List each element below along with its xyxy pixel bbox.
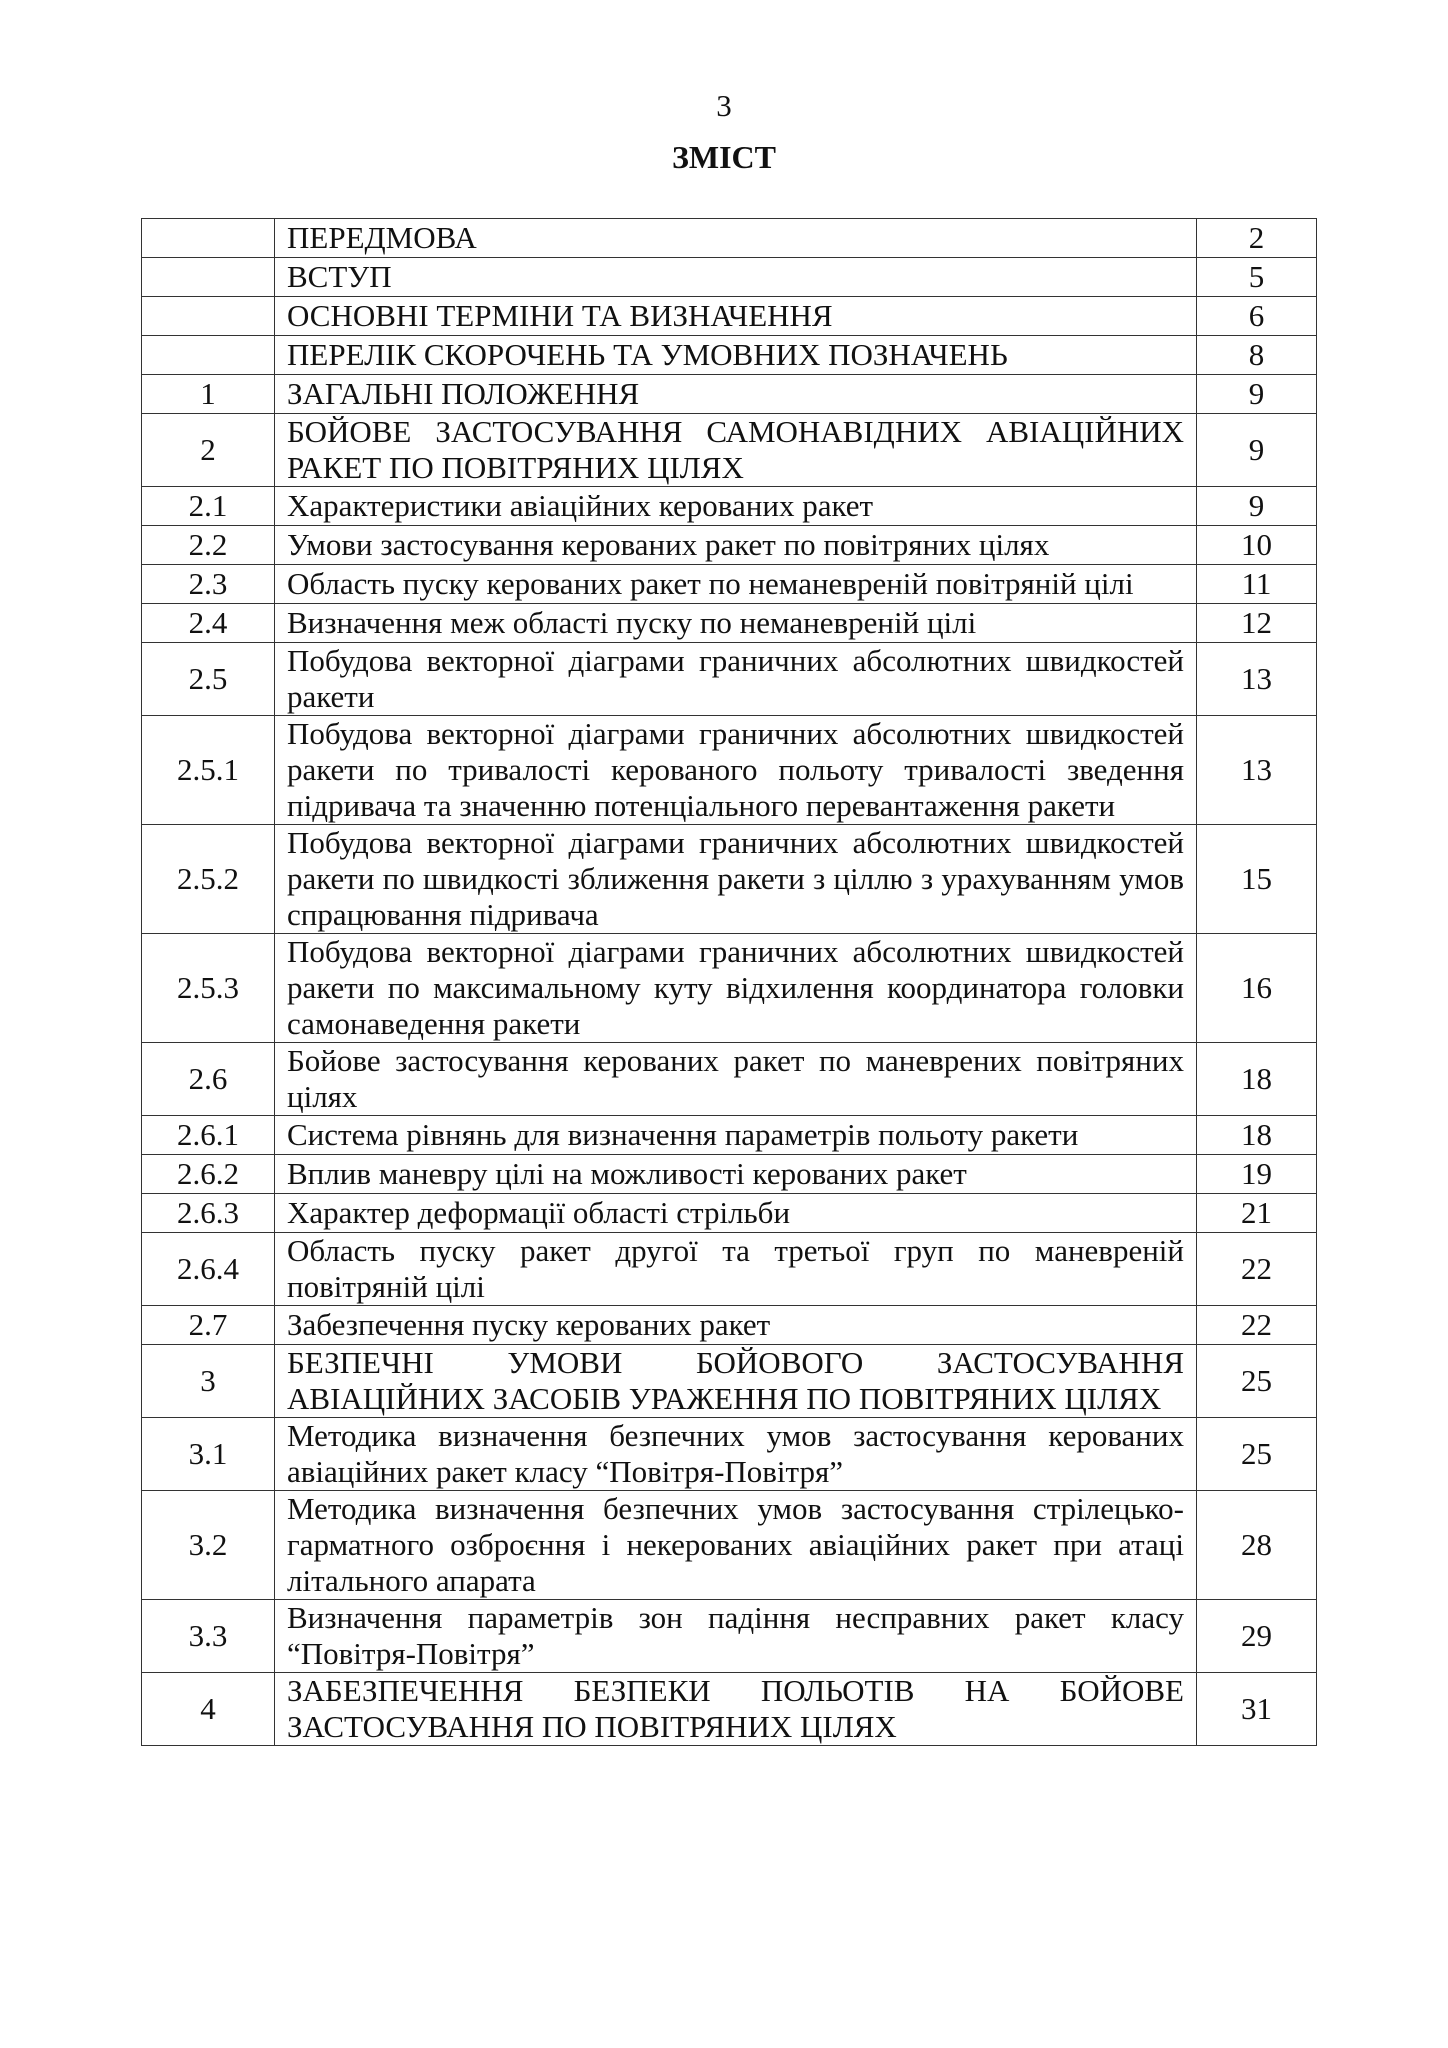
toc-page-number: 25 bbox=[1197, 1345, 1317, 1418]
page-number: 3 bbox=[716, 88, 732, 123]
toc-section-number: 3.1 bbox=[142, 1418, 275, 1491]
table-row bbox=[142, 1043, 1317, 1116]
table-row bbox=[142, 1155, 1317, 1194]
toc-section-title: ВСТУП bbox=[275, 258, 1197, 297]
toc-section-number: 2.6.2 bbox=[142, 1155, 275, 1194]
table-row bbox=[142, 934, 1317, 1043]
table-row bbox=[142, 487, 1317, 526]
toc-section-title: Характеристики авіаційних керованих ракет bbox=[275, 487, 1197, 526]
toc-section-title: Умови застосування керованих ракет по повітряних цілях bbox=[275, 526, 1197, 565]
table-row bbox=[142, 1673, 1317, 1746]
table-row bbox=[142, 414, 1317, 487]
toc-section-number: 2.1 bbox=[142, 487, 275, 526]
table-row bbox=[142, 716, 1317, 825]
toc-section-title: ОСНОВНІ ТЕРМІНИ ТА ВИЗНАЧЕННЯ bbox=[275, 297, 1197, 336]
toc-section-title: Бойове застосування керованих ракет по маневрених повітряних цілях bbox=[275, 1043, 1197, 1116]
toc-section-title: Побудова векторної діаграми граничних абсолютних швидкостей ракети по тривалості керованого польоту тривалості зведення підривача та значенню потенціального перевантаження ракети bbox=[275, 716, 1197, 825]
toc-page-number: 21 bbox=[1197, 1194, 1317, 1233]
toc-page-number: 9 bbox=[1197, 414, 1317, 487]
table-row bbox=[142, 1194, 1317, 1233]
table-row bbox=[142, 219, 1317, 258]
toc-section-number: 2.5.3 bbox=[142, 934, 275, 1043]
table-row bbox=[142, 604, 1317, 643]
toc-page-number: 9 bbox=[1197, 375, 1317, 414]
toc-page-number: 9 bbox=[1197, 487, 1317, 526]
toc-section-number: 2.5 bbox=[142, 643, 275, 716]
table-row bbox=[142, 375, 1317, 414]
toc-page-number: 8 bbox=[1197, 336, 1317, 375]
table-row bbox=[142, 1491, 1317, 1600]
table-row bbox=[142, 825, 1317, 934]
toc-section-number: 2.5.2 bbox=[142, 825, 275, 934]
toc-section-title: Визначення меж області пуску по неманевреній цілі bbox=[275, 604, 1197, 643]
toc-section-number: 2.6.4 bbox=[142, 1233, 275, 1306]
toc-page-number: 19 bbox=[1197, 1155, 1317, 1194]
toc-section-title: БОЙОВЕ ЗАСТОСУВАННЯ САМОНАВІДНИХ АВІАЦІЙНИХ РАКЕТ ПО ПОВІТРЯНИХ ЦІЛЯХ bbox=[275, 414, 1197, 487]
toc-page-number: 25 bbox=[1197, 1418, 1317, 1491]
toc-section-title: ЗАГАЛЬНІ ПОЛОЖЕННЯ bbox=[275, 375, 1197, 414]
toc-page-number: 28 bbox=[1197, 1491, 1317, 1600]
toc-page-number: 18 bbox=[1197, 1116, 1317, 1155]
table-row bbox=[142, 1418, 1317, 1491]
toc-section-title: Побудова векторної діаграми граничних абсолютних швидкостей ракети bbox=[275, 643, 1197, 716]
toc-section-title: Система рівнянь для визначення параметрів польоту ракети bbox=[275, 1116, 1197, 1155]
toc-section-number bbox=[142, 297, 275, 336]
toc-section-number: 2.6 bbox=[142, 1043, 275, 1116]
table-row bbox=[142, 1600, 1317, 1673]
toc-section-number: 2.7 bbox=[142, 1306, 275, 1345]
toc-section-title: Область пуску ракет другої та третьої груп по маневреній повітряній цілі bbox=[275, 1233, 1197, 1306]
toc-section-title: Забезпечення пуску керованих ракет bbox=[275, 1306, 1197, 1345]
toc-page-number: 13 bbox=[1197, 716, 1317, 825]
toc-section-number: 2.6.3 bbox=[142, 1194, 275, 1233]
table-row bbox=[142, 258, 1317, 297]
table-row bbox=[142, 297, 1317, 336]
toc-page-number: 6 bbox=[1197, 297, 1317, 336]
toc-section-number bbox=[142, 219, 275, 258]
toc-section-number bbox=[142, 258, 275, 297]
toc-section-number: 2.5.1 bbox=[142, 716, 275, 825]
toc-page-number: 31 bbox=[1197, 1673, 1317, 1746]
toc-page-number: 13 bbox=[1197, 643, 1317, 716]
table-row bbox=[142, 526, 1317, 565]
toc-section-title: ЗАБЕЗПЕЧЕННЯ БЕЗПЕКИ ПОЛЬОТІВ НА БОЙОВЕ ЗАСТОСУВАННЯ ПО ПОВІТРЯНИХ ЦІЛЯХ bbox=[275, 1673, 1197, 1746]
toc-page-number: 12 bbox=[1197, 604, 1317, 643]
toc-section-number: 4 bbox=[142, 1673, 275, 1746]
toc-page-number: 18 bbox=[1197, 1043, 1317, 1116]
toc-section-title: Визначення параметрів зон падіння несправних ракет класу “Повітря-Повітря” bbox=[275, 1600, 1197, 1673]
toc-section-title: ПЕРЕДМОВА bbox=[275, 219, 1197, 258]
table-row bbox=[142, 1116, 1317, 1155]
table-of-contents bbox=[141, 218, 1317, 1746]
table-row bbox=[142, 1306, 1317, 1345]
toc-section-title: Область пуску керованих ракет по неманевреній повітряній цілі bbox=[275, 565, 1197, 604]
toc-section-number: 1 bbox=[142, 375, 275, 414]
toc-section-title: Побудова векторної діаграми граничних абсолютних швидкостей ракети по швидкості зближення ракети з ціллю з урахуванням умов спрацювання підривача bbox=[275, 825, 1197, 934]
table-row bbox=[142, 1233, 1317, 1306]
toc-page-number: 15 bbox=[1197, 825, 1317, 934]
toc-page-number: 2 bbox=[1197, 219, 1317, 258]
toc-section-title: Характер деформації області стрільби bbox=[275, 1194, 1197, 1233]
toc-section-number: 3.3 bbox=[142, 1600, 275, 1673]
toc-section-number: 2 bbox=[142, 414, 275, 487]
toc-section-number: 3.2 bbox=[142, 1491, 275, 1600]
table-row bbox=[142, 336, 1317, 375]
toc-section-number: 2.2 bbox=[142, 526, 275, 565]
table-row bbox=[142, 643, 1317, 716]
toc-section-number: 2.3 bbox=[142, 565, 275, 604]
toc-page-number: 22 bbox=[1197, 1306, 1317, 1345]
table-row bbox=[142, 1345, 1317, 1418]
toc-section-title: Вплив маневру цілі на можливості керованих ракет bbox=[275, 1155, 1197, 1194]
toc-page-number: 16 bbox=[1197, 934, 1317, 1043]
toc-body bbox=[142, 219, 1317, 1746]
toc-section-number: 3 bbox=[142, 1345, 275, 1418]
toc-page-number: 5 bbox=[1197, 258, 1317, 297]
toc-section-number bbox=[142, 336, 275, 375]
toc-section-title: Побудова векторної діаграми граничних абсолютних швидкостей ракети по максимальному куту відхилення координатора головки самонаведення ракети bbox=[275, 934, 1197, 1043]
page-title: ЗМІСТ bbox=[672, 139, 776, 175]
toc-section-title: ПЕРЕЛІК СКОРОЧЕНЬ ТА УМОВНИХ ПОЗНАЧЕНЬ bbox=[275, 336, 1197, 375]
toc-section-title: Методика визначення безпечних умов застосування керованих авіаційних ракет класу “Повітря-Повітря” bbox=[275, 1418, 1197, 1491]
toc-page-number: 22 bbox=[1197, 1233, 1317, 1306]
toc-page-number: 10 bbox=[1197, 526, 1317, 565]
toc-section-number: 2.4 bbox=[142, 604, 275, 643]
table-row bbox=[142, 565, 1317, 604]
toc-section-title: БЕЗПЕЧНІ УМОВИ БОЙОВОГО ЗАСТОСУВАННЯ АВІАЦІЙНИХ ЗАСОБІВ УРАЖЕННЯ ПО ПОВІТРЯНИХ ЦІЛЯХ bbox=[275, 1345, 1197, 1418]
toc-page-number: 11 bbox=[1197, 565, 1317, 604]
toc-page-number: 29 bbox=[1197, 1600, 1317, 1673]
toc-section-title: Методика визначення безпечних умов застосування стрілецько-гарматного озброєння і некерованих авіаційних ракет при атаці літального апарата bbox=[275, 1491, 1197, 1600]
toc-section-number: 2.6.1 bbox=[142, 1116, 275, 1155]
